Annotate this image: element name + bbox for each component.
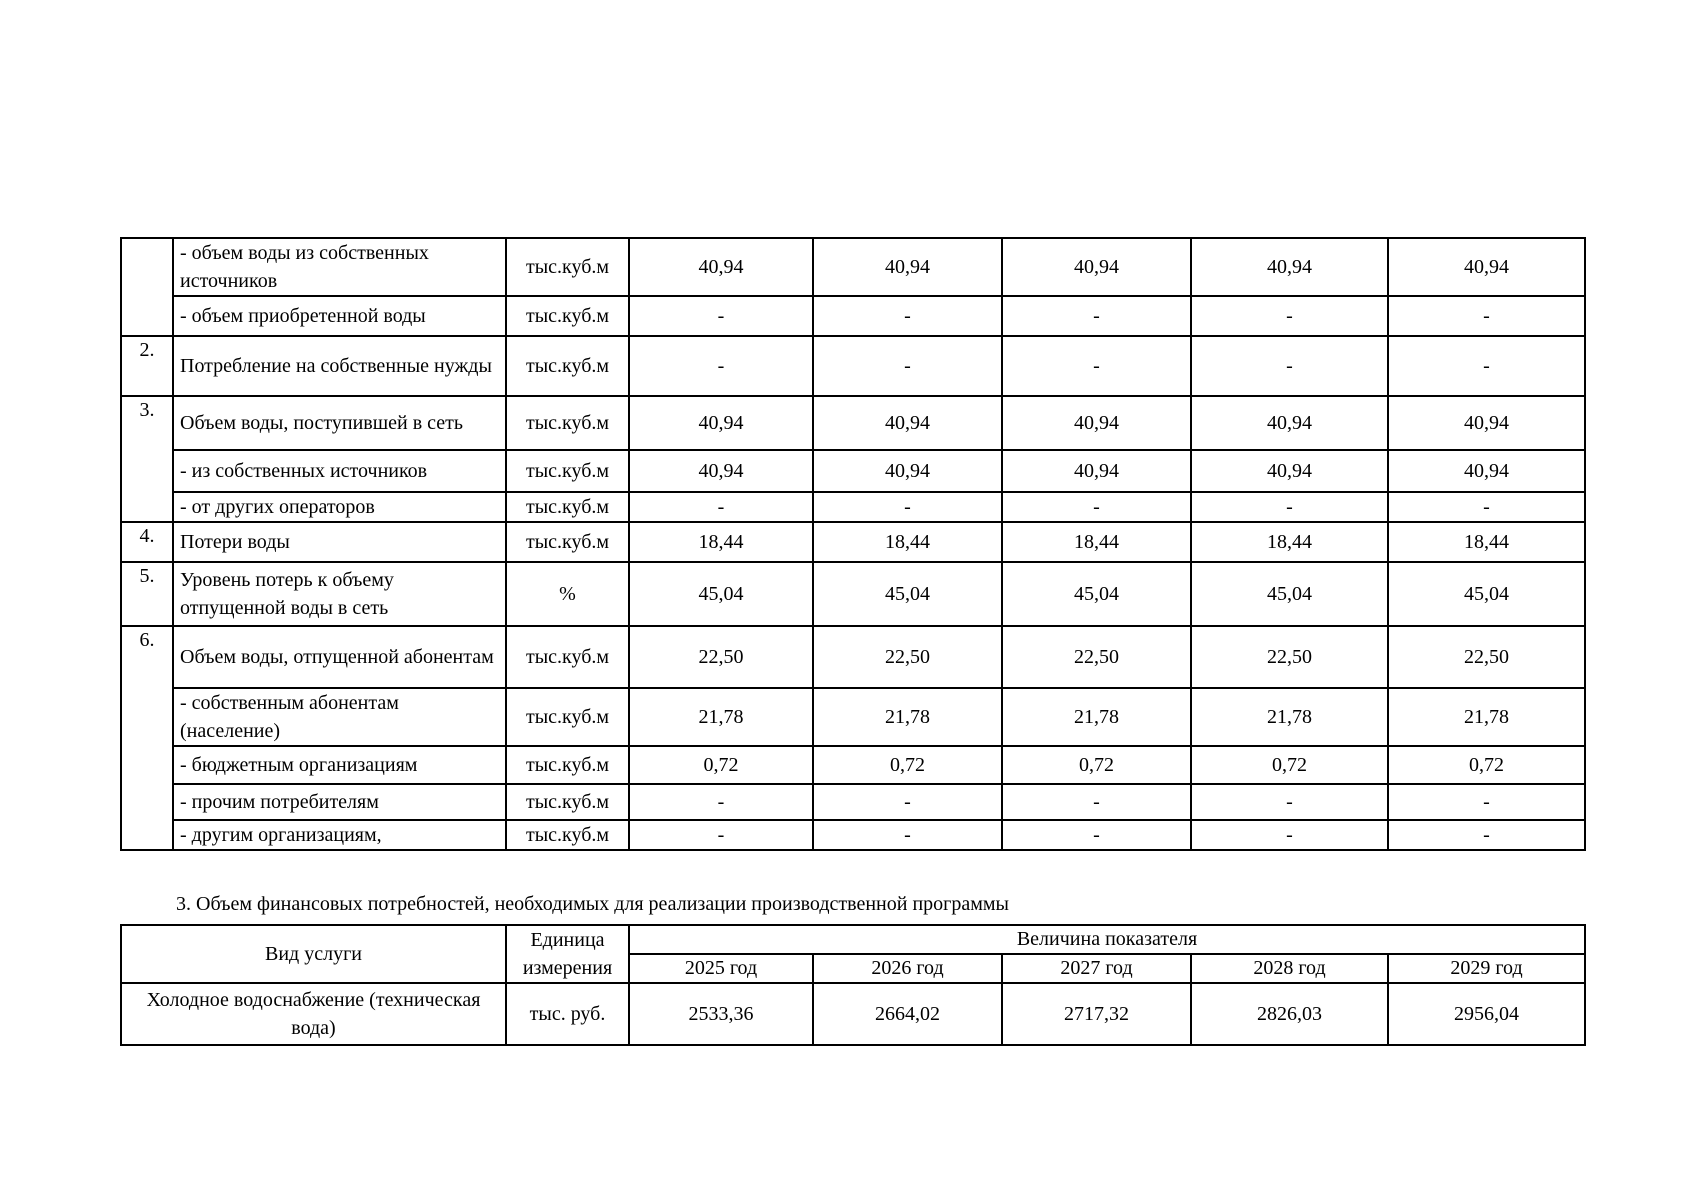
value-cell: 18,44 — [1002, 522, 1191, 562]
header-year: 2028 год — [1191, 954, 1388, 983]
header-unit: Единица измерения — [506, 925, 629, 983]
table-row — [121, 336, 1585, 396]
row-label: - прочим потребителям — [173, 784, 506, 820]
table-row — [121, 296, 1585, 336]
value-cell: 0,72 — [629, 746, 813, 784]
value-cell: 21,78 — [1388, 688, 1585, 746]
row-label: Потребление на собственные нужды — [173, 336, 506, 396]
row-number: 3. — [121, 396, 173, 522]
table-row — [121, 983, 1585, 1045]
value-cell: 22,50 — [629, 626, 813, 688]
unit-cell: тыс.куб.м — [506, 296, 629, 336]
value-cell: - — [1191, 336, 1388, 396]
table-row — [121, 688, 1585, 746]
row-number: 5. — [121, 562, 173, 626]
value-cell: 18,44 — [1388, 522, 1585, 562]
value-cell: 21,78 — [1002, 688, 1191, 746]
water-volume-table — [120, 237, 1586, 851]
row-label: Объем воды, отпущенной абонентам — [173, 626, 506, 688]
value-cell: 40,94 — [629, 238, 813, 296]
value-cell: 22,50 — [1002, 626, 1191, 688]
value-cell: - — [1388, 336, 1585, 396]
value-cell: - — [813, 336, 1002, 396]
value-cell: - — [629, 296, 813, 336]
row-label: - бюджетным организациям — [173, 746, 506, 784]
value-cell: 40,94 — [1002, 396, 1191, 450]
value-cell: 40,94 — [1191, 450, 1388, 492]
value-cell: 40,94 — [1191, 396, 1388, 450]
financial-needs-table — [120, 924, 1586, 1046]
value-cell: 0,72 — [813, 746, 1002, 784]
unit-cell: тыс.куб.м — [506, 396, 629, 450]
header-year: 2025 год — [629, 954, 813, 983]
row-label: - объем приобретенной воды — [173, 296, 506, 336]
value-cell: - — [1002, 336, 1191, 396]
row-number — [121, 238, 173, 336]
value-cell: 0,72 — [1388, 746, 1585, 784]
value-cell: - — [813, 492, 1002, 522]
table-row — [121, 784, 1585, 820]
row-number: 6. — [121, 626, 173, 850]
value-cell: - — [1002, 492, 1191, 522]
value-cell: - — [1191, 296, 1388, 336]
value-cell: 40,94 — [1191, 238, 1388, 296]
section-3-caption: 3. Объем финансовых потребностей, необходимых для реализации производственной программы — [176, 893, 1009, 915]
header-row — [121, 925, 1585, 954]
row-label: - объем воды из собственных источников — [173, 238, 506, 296]
value-cell: 40,94 — [1002, 238, 1191, 296]
row-label: Потери воды — [173, 522, 506, 562]
value-cell: 45,04 — [813, 562, 1002, 626]
value-cell: 18,44 — [813, 522, 1002, 562]
value-cell: 40,94 — [1388, 450, 1585, 492]
value-cell: 18,44 — [1191, 522, 1388, 562]
value-cell: 22,50 — [1388, 626, 1585, 688]
row-label: - другим организациям, — [173, 820, 506, 850]
unit-cell: тыс.куб.м — [506, 820, 629, 850]
value-cell: 45,04 — [1191, 562, 1388, 626]
service-cell: Холодное водоснабжение (техническая вода) — [121, 983, 506, 1045]
value-cell: 0,72 — [1191, 746, 1388, 784]
unit-cell: тыс.куб.м — [506, 522, 629, 562]
value-cell: - — [1191, 820, 1388, 850]
value-cell: - — [1388, 296, 1585, 336]
row-label: - собственным абонентам (население) — [173, 688, 506, 746]
unit-cell: тыс.куб.м — [506, 746, 629, 784]
table-row — [121, 626, 1585, 688]
value-cell: - — [1191, 492, 1388, 522]
value-cell: - — [629, 336, 813, 396]
value-cell: 40,94 — [813, 450, 1002, 492]
value-cell: 45,04 — [629, 562, 813, 626]
table-row — [121, 820, 1585, 850]
header-service: Вид услуги — [121, 925, 506, 983]
value-cell: 40,94 — [1388, 238, 1585, 296]
value-cell: 2826,03 — [1191, 983, 1388, 1045]
header-year: 2026 год — [813, 954, 1002, 983]
value-cell: 2533,36 — [629, 983, 813, 1045]
value-cell: 40,94 — [1388, 396, 1585, 450]
value-cell: 45,04 — [1388, 562, 1585, 626]
value-cell: 22,50 — [1191, 626, 1388, 688]
value-cell: 2956,04 — [1388, 983, 1585, 1045]
value-cell: - — [813, 296, 1002, 336]
value-cell: 21,78 — [1191, 688, 1388, 746]
unit-cell: тыс.куб.м — [506, 450, 629, 492]
table-row — [121, 450, 1585, 492]
value-cell: - — [1388, 492, 1585, 522]
row-number: 4. — [121, 522, 173, 562]
value-cell: 18,44 — [629, 522, 813, 562]
table-row — [121, 562, 1585, 626]
unit-cell: тыс.куб.м — [506, 336, 629, 396]
unit-cell: тыс.куб.м — [506, 492, 629, 522]
table-row — [121, 522, 1585, 562]
table-row — [121, 238, 1585, 296]
value-cell: - — [1388, 784, 1585, 820]
value-cell: - — [1002, 784, 1191, 820]
row-number: 2. — [121, 336, 173, 396]
value-cell: 21,78 — [813, 688, 1002, 746]
value-cell: - — [813, 820, 1002, 850]
unit-cell: тыс.куб.м — [506, 688, 629, 746]
value-cell: 2717,32 — [1002, 983, 1191, 1045]
value-cell: 22,50 — [813, 626, 1002, 688]
value-cell: - — [1002, 820, 1191, 850]
unit-cell: тыс.куб.м — [506, 626, 629, 688]
value-cell: 40,94 — [813, 396, 1002, 450]
value-cell: 40,94 — [813, 238, 1002, 296]
table-row — [121, 746, 1585, 784]
value-cell: - — [1388, 820, 1585, 850]
table-row — [121, 396, 1585, 450]
value-cell: - — [1002, 296, 1191, 336]
value-cell: 2664,02 — [813, 983, 1002, 1045]
header-year: 2027 год — [1002, 954, 1191, 983]
value-cell: 21,78 — [629, 688, 813, 746]
value-cell: 0,72 — [1002, 746, 1191, 784]
row-label: Объем воды, поступившей в сеть — [173, 396, 506, 450]
header-value-group: Величина показателя — [629, 925, 1585, 954]
row-label: - из собственных источников — [173, 450, 506, 492]
value-cell: - — [813, 784, 1002, 820]
unit-cell: тыс. руб. — [506, 983, 629, 1045]
value-cell: 45,04 — [1002, 562, 1191, 626]
value-cell: - — [629, 784, 813, 820]
row-label: Уровень потерь к объему отпущенной воды в сеть — [173, 562, 506, 626]
value-cell: - — [1191, 784, 1388, 820]
row-label: - от других операторов — [173, 492, 506, 522]
value-cell: 40,94 — [629, 450, 813, 492]
value-cell: 40,94 — [629, 396, 813, 450]
value-cell: 40,94 — [1002, 450, 1191, 492]
unit-cell: тыс.куб.м — [506, 238, 629, 296]
unit-cell: тыс.куб.м — [506, 784, 629, 820]
header-year: 2029 год — [1388, 954, 1585, 983]
unit-cell: % — [506, 562, 629, 626]
table-row — [121, 492, 1585, 522]
value-cell: - — [629, 820, 813, 850]
value-cell: - — [629, 492, 813, 522]
